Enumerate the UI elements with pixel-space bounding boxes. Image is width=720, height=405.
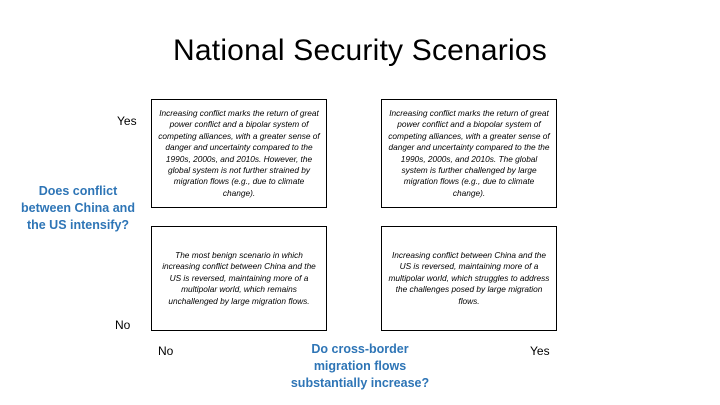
y-axis-yes-label: Yes [117,114,137,128]
y-axis-no-label: No [115,318,131,332]
x-axis-title-line: substantially increase? [290,376,430,390]
scenario-box-conflict-migration [381,99,557,208]
scenario-text: Increasing conflict marks the return of great power conflict and a bipolar system of competing alliances, with a greater sense of danger and uncertainty compared to the 1990s, 2000s, and 2010s. However, the global system is not further strained by migration flows (e.g., due to climate change). [158,107,320,198]
x-axis-title-line: migration flows [313,359,407,373]
y-axis-title [18,183,138,234]
x-axis-no-label: No [158,344,174,358]
scenario-box-benign [151,226,327,331]
y-axis-title-line: Does conflict [38,184,118,198]
y-axis-title-line: between China and [21,201,135,215]
x-axis-title [270,341,450,392]
scenario-text: Increasing conflict between China and the US is reversed, maintaining more of a multipolar world, which struggles to address the challenges posed by large migration flows. [388,249,550,306]
y-axis-title-line: the US intensify? [26,218,130,232]
x-axis-yes-label: Yes [530,344,550,358]
page-title: National Security Scenarios [173,34,547,67]
scenario-text: Increasing conflict marks the return of great power conflict and a biopolar system of competing alliances, with a greater sense of danger and uncertainty compared to the the 1990s, 2000s, and 2010s. The global system is further challenged by large migration flows (e.g., due to climate change). [388,107,550,198]
scenario-box-conflict-no-migration [151,99,327,208]
x-axis-title-line: Do cross-border [311,342,409,356]
scenario-text: The most benign scenario in which increasing conflict between China and the US is reversed, maintaining more of a multipolar world, which remains unchallenged by large migration flows. [162,249,316,306]
scenario-box-no-conflict-migration [381,226,557,331]
